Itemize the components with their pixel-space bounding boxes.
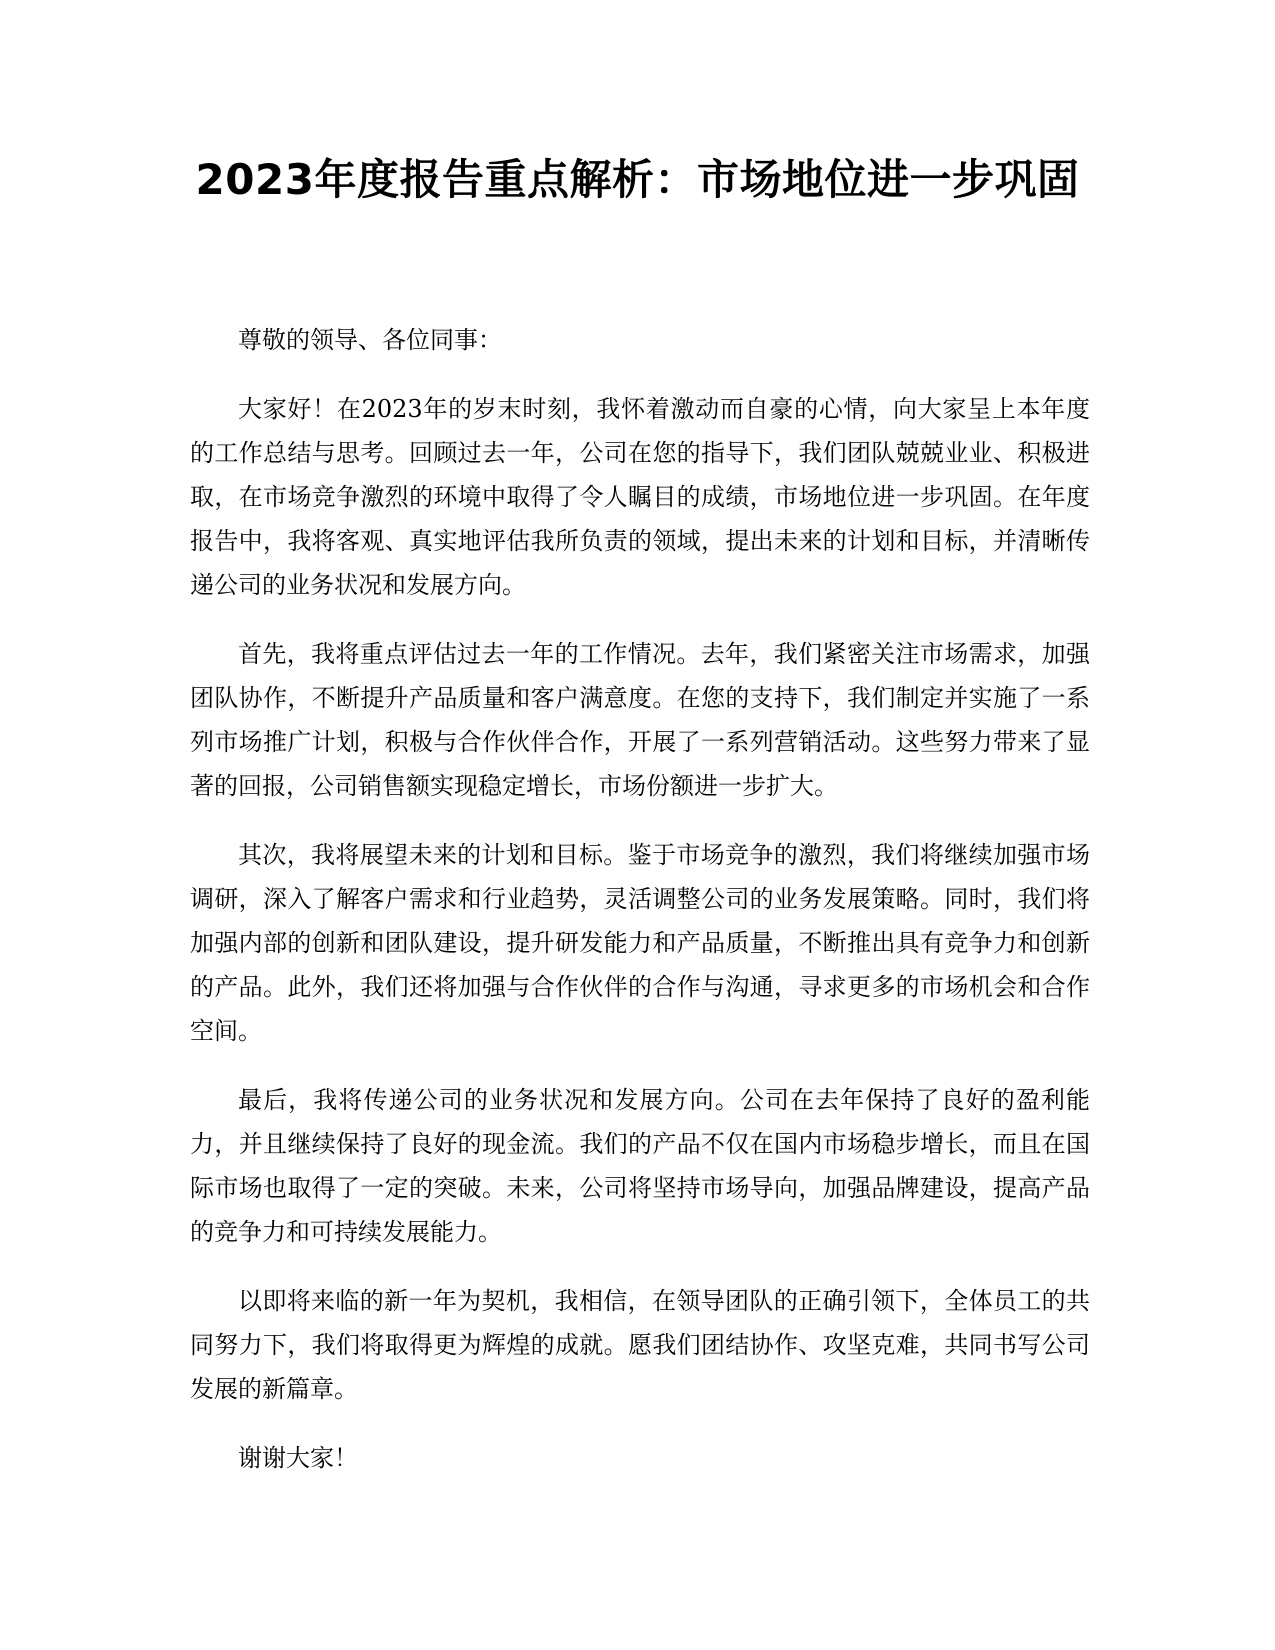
paragraph-outlook: 以即将来临的新一年为契机，我相信，在领导团队的正确引领下，全体员工的共同努力下，我们将取得更为辉煌的成就。愿我们团结协作、攻坚克难，共同书写公司发展的新篇章。 [190,1287,1090,1403]
paragraph-business-status: 最后，我将传递公司的业务状况和发展方向。公司在去年保持了良好的盈利能力，并且继续保持了良好的现金流。我们的产品不仅在国内市场稳步增长，而且在国际市场也取得了一定的突破。未来，公司将坚持市场导向，加强品牌建设，提高产品的竞争力和可持续发展能力。 [190,1086,1090,1246]
document-title: 2023年度报告重点解析：市场地位进一步巩固 [195,155,1080,204]
closing-line: 谢谢大家！ [238,1444,358,1472]
paragraph-intro: 大家好！在2023年的岁末时刻，我怀着激动而自豪的心情，向大家呈上本年度的工作总结与思考。回顾过去一年，公司在您的指导下，我们团队兢兢业业、积极进取，在市场竞争激烈的环境中取得了令人瞩目的成绩，市场地位进一步巩固。在年度报告中，我将客观、真实地评估我所负责的领域，提出未来的计划和目标，并清晰传递公司的业务状况和发展方向。 [190,395,1090,599]
paragraph-review: 首先，我将重点评估过去一年的工作情况。去年，我们紧密关注市场需求，加强团队协作，不断提升产品质量和客户满意度。在您的支持下，我们制定并实施了一系列市场推广计划，积极与合作伙伴合作，开展了一系列营销活动。这些努力带来了显著的回报，公司销售额实现稳定增长，市场份额进一步扩大。 [190,640,1090,800]
paragraph-plans: 其次，我将展望未来的计划和目标。鉴于市场竞争的激烈，我们将继续加强市场调研，深入了解客户需求和行业趋势，灵活调整公司的业务发展策略。同时，我们将加强内部的创新和团队建设，提升研发能力和产品质量，不断推出具有竞争力和创新的产品。此外，我们还将加强与合作伙伴的合作与沟通，寻求更多的市场机会和合作空间。 [190,841,1090,1045]
salutation: 尊敬的领导、各位同事： [238,326,502,354]
document-body [190,318,1090,1505]
